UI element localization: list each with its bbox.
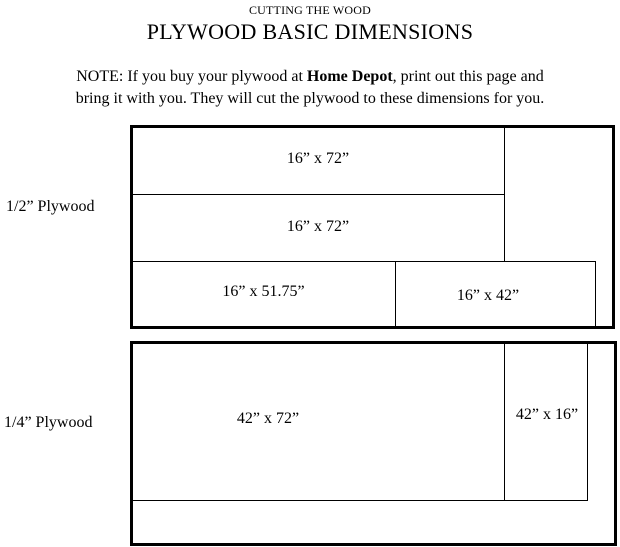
cut-label-16x51-75: 16” x 51.75” xyxy=(222,283,305,300)
note-line2: bring it with you. They will cut the plywood to these dimensions for you. xyxy=(75,90,545,107)
page-title: PLYWOOD BASIC DIMENSIONS xyxy=(146,19,474,44)
cut-label-42x16: 42” x 16” xyxy=(515,406,579,423)
sheet-label-quarter-inch: 1/4” Plywood xyxy=(4,414,93,431)
note-paragraph xyxy=(0,66,620,110)
cut-line-vertical xyxy=(504,126,505,261)
cut-label-16x42: 16” x 42” xyxy=(456,287,520,304)
cut-label-16x72-a: 16” x 72” xyxy=(286,150,350,167)
note-store-name: Home Depot xyxy=(306,68,393,85)
note-line1-suffix: , print out this page and xyxy=(392,68,544,85)
sheet-label-half-inch: 1/2” Plywood xyxy=(6,198,95,215)
cut-label-42x72: 42” x 72” xyxy=(236,410,300,427)
note-prefix: NOTE: If you buy your plywood at xyxy=(76,68,307,85)
cut-label-16x72-b: 16” x 72” xyxy=(286,218,350,235)
section-subtitle: CUTTING THE WOOD xyxy=(248,3,372,17)
